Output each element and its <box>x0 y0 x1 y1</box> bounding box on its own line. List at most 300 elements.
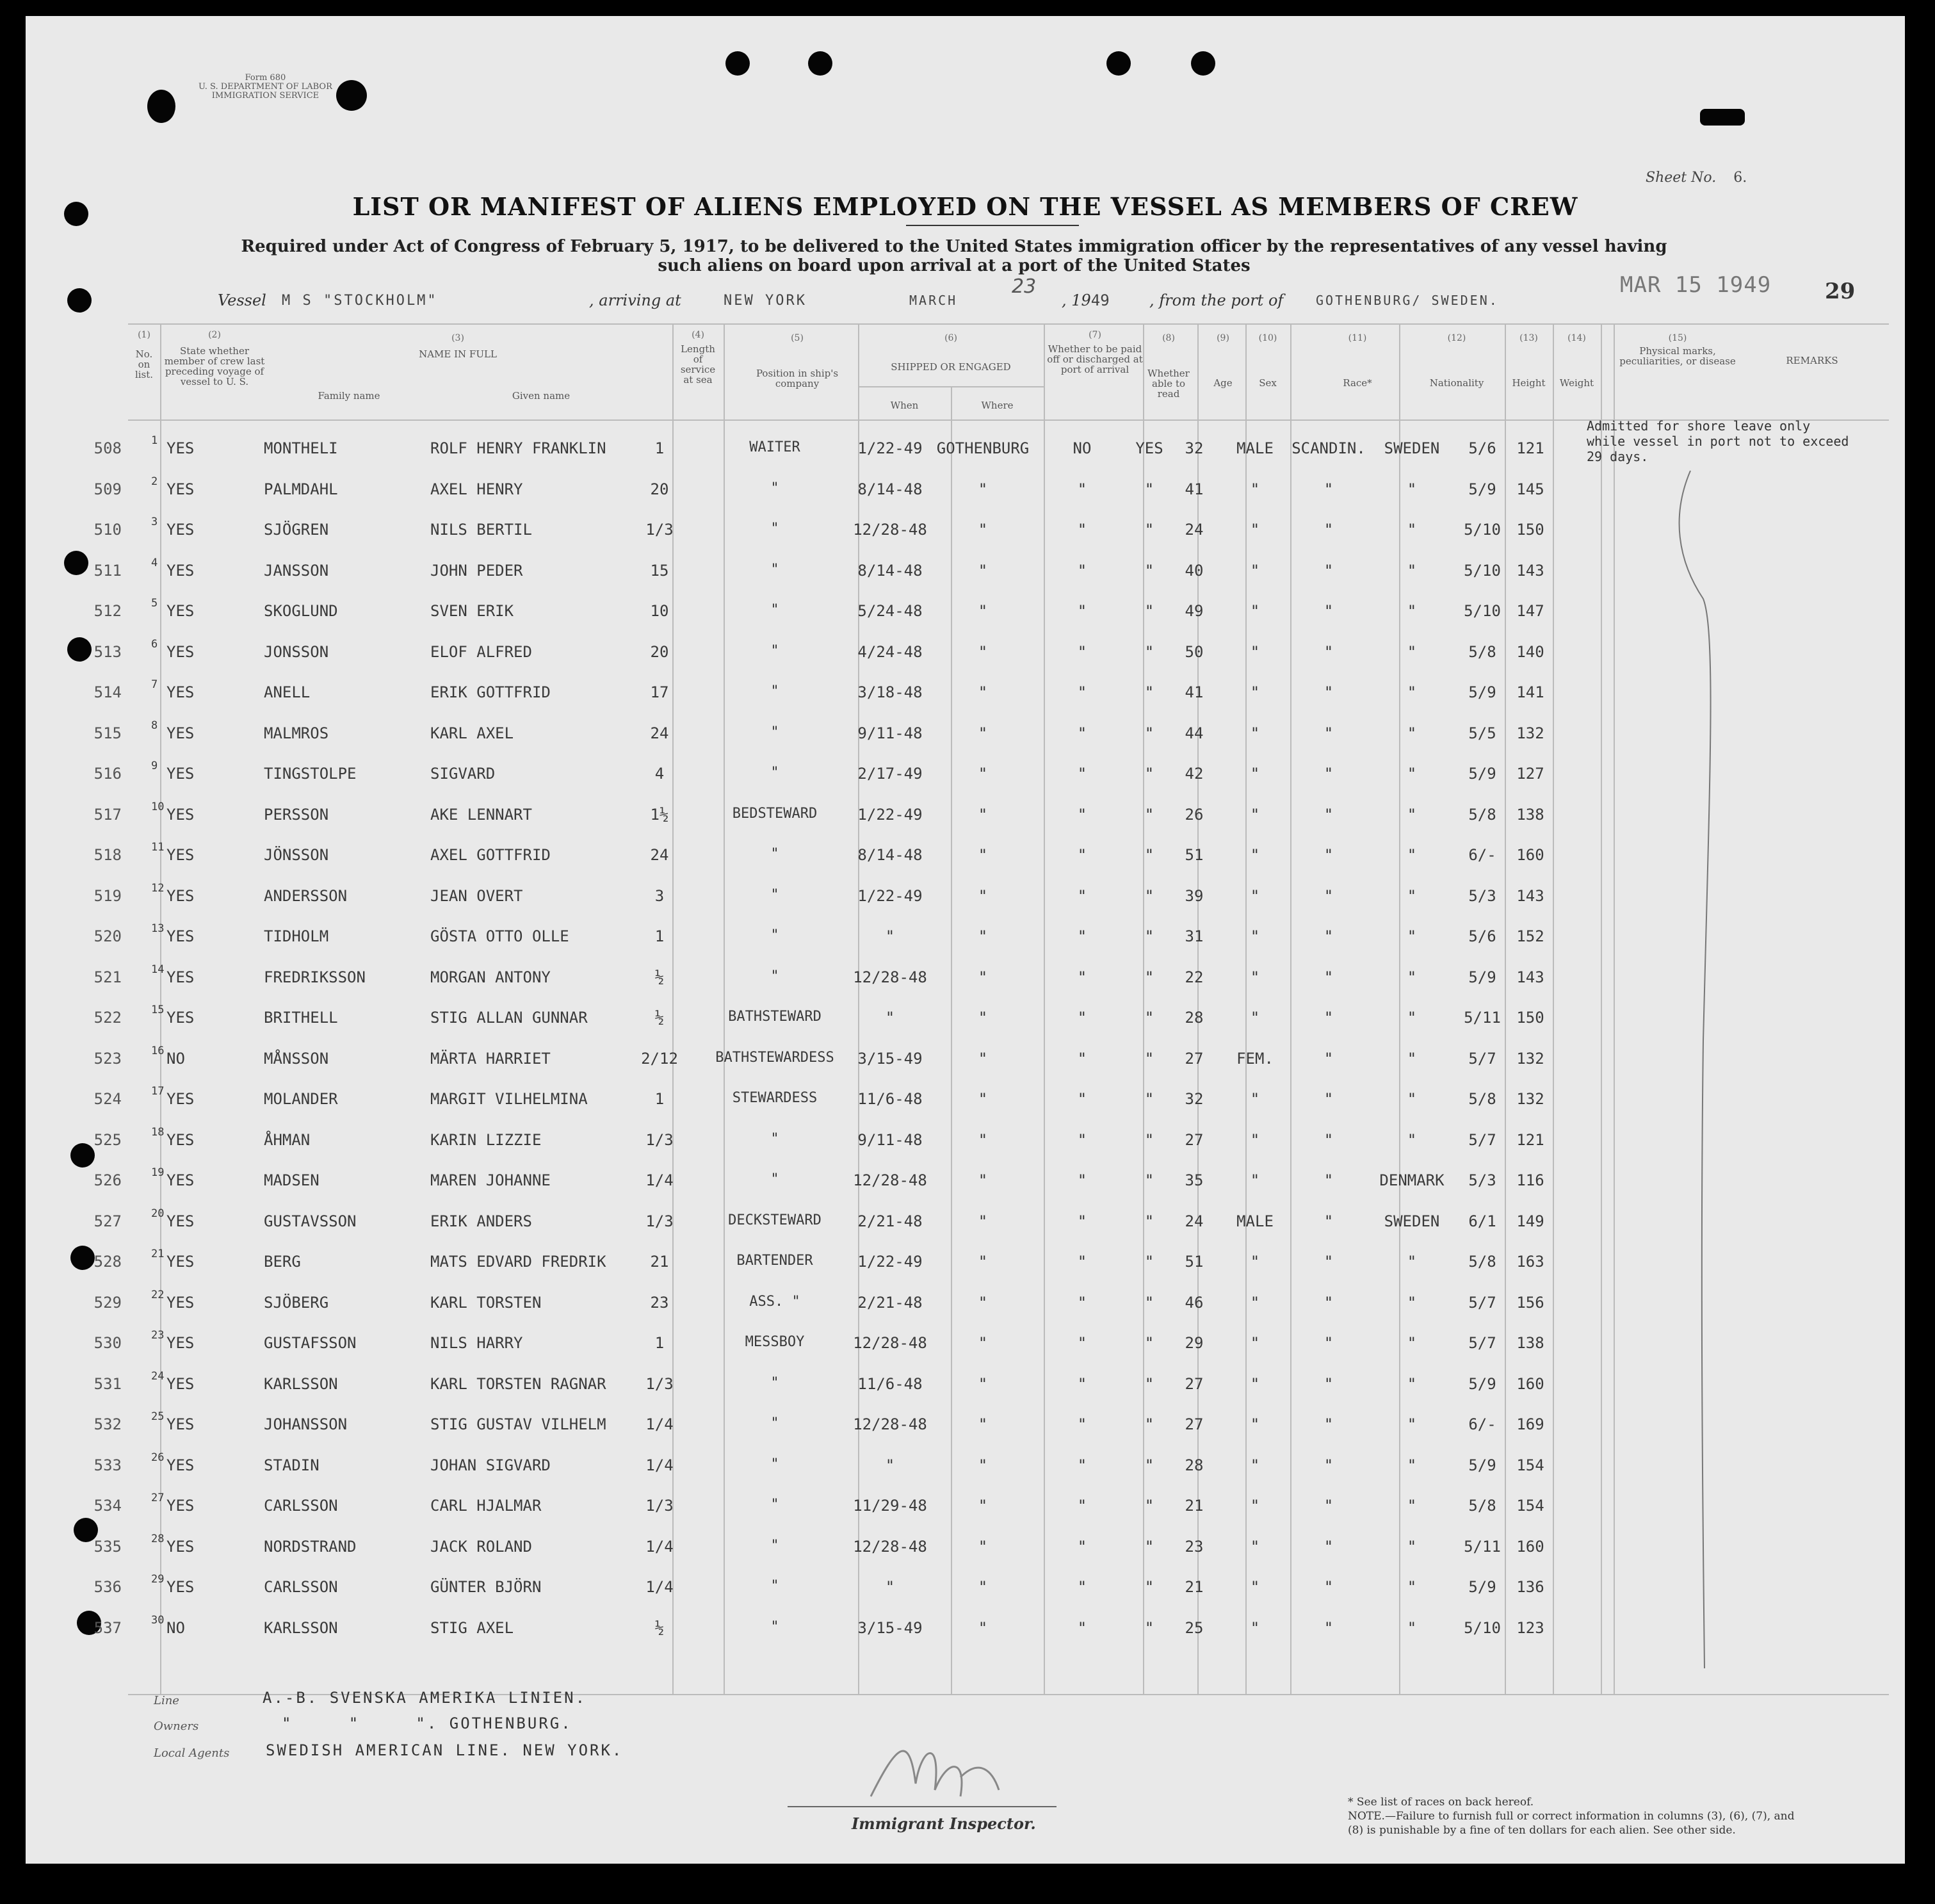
sheet-list-number: 522 <box>93 1009 122 1027</box>
weight: 145 <box>1516 480 1544 498</box>
paid-off: " <box>1077 1130 1087 1149</box>
service-length: 20 <box>650 480 669 498</box>
ship-position: STEWARDESS <box>732 1090 818 1106</box>
shipped-when: 1/22-49 <box>857 805 923 824</box>
arrival-day: 23 <box>1012 275 1037 298</box>
shipped-when: " <box>885 1009 895 1027</box>
table-row <box>26 592 1905 630</box>
age: 31 <box>1185 927 1204 945</box>
ship-position: " <box>770 1171 779 1187</box>
nationality: " <box>1407 480 1417 498</box>
nationality: " <box>1407 683 1417 701</box>
shipped-when: 12/28-48 <box>853 1171 927 1189</box>
given-name: CARL HJALMAR <box>430 1497 542 1515</box>
row-number: 1 <box>151 434 158 447</box>
sheet-list-number: 518 <box>93 846 122 864</box>
height: 5/10 <box>1464 602 1501 620</box>
given-name: MARGIT VILHELMINA <box>430 1090 588 1108</box>
sex: " <box>1250 1374 1260 1393</box>
sex: " <box>1250 1171 1260 1189</box>
age: 32 <box>1185 1090 1204 1108</box>
row-number: 12 <box>151 881 165 895</box>
family-name: MADSEN <box>264 1171 320 1189</box>
races-note: * See list of races on back hereof. <box>1348 1796 1534 1809</box>
paid-off: " <box>1077 683 1087 701</box>
race: " <box>1324 927 1334 945</box>
race: " <box>1324 521 1334 539</box>
family-name: FREDRIKSSON <box>264 968 366 986</box>
ship-position: " <box>770 1537 779 1554</box>
col-given-name: Given name <box>512 390 571 402</box>
row-number: 28 <box>151 1532 165 1545</box>
row-number: 19 <box>151 1166 165 1179</box>
sheet-list-number: 536 <box>93 1578 122 1596</box>
weight: 150 <box>1516 521 1544 539</box>
weight: 147 <box>1516 602 1544 620</box>
age: 32 <box>1185 439 1204 457</box>
row-number: 18 <box>151 1125 165 1139</box>
col-11-label: Race* <box>1343 377 1372 389</box>
row-number: 21 <box>151 1248 165 1260</box>
family-name: MÅNSSON <box>264 1049 329 1068</box>
paid-off: " <box>1077 561 1087 580</box>
race: " <box>1324 1171 1334 1189</box>
sex: " <box>1250 765 1260 783</box>
member-previous-voyage: NO <box>166 1049 185 1068</box>
age: 23 <box>1185 1537 1204 1556</box>
paid-off: " <box>1077 642 1087 661</box>
shipped-when: 2/21-48 <box>857 1212 923 1230</box>
ship-position: " <box>770 480 779 496</box>
family-name: MONTHELI <box>264 439 338 457</box>
row-number: 23 <box>151 1329 165 1342</box>
sheet-no-label: Sheet No. <box>1646 170 1717 186</box>
weight: 127 <box>1516 765 1544 783</box>
member-previous-voyage: YES <box>166 765 195 783</box>
nationality: " <box>1407 1334 1417 1352</box>
ship-position: " <box>770 1415 779 1431</box>
col-14-num: (14) <box>1567 333 1586 343</box>
shipped-where: " <box>978 1374 988 1393</box>
nationality: " <box>1407 1293 1417 1312</box>
sex: " <box>1250 1578 1260 1596</box>
weight: 169 <box>1516 1415 1544 1433</box>
shipped-where: " <box>978 927 988 945</box>
member-previous-voyage: YES <box>166 846 195 864</box>
able-to-read: " <box>1144 1293 1154 1312</box>
able-to-read: " <box>1144 1090 1154 1108</box>
member-previous-voyage: YES <box>166 1009 195 1027</box>
table-row <box>26 1609 1905 1647</box>
nationality: DENMARK <box>1379 1171 1445 1189</box>
weight: 143 <box>1516 968 1544 986</box>
race: " <box>1324 886 1334 905</box>
weight: 156 <box>1516 1293 1544 1312</box>
given-name: KARL TORSTEN <box>430 1293 542 1312</box>
manifest-sheet <box>26 16 1905 1864</box>
sex: " <box>1250 602 1260 620</box>
ship-position: " <box>770 1578 779 1594</box>
service-length: 10 <box>650 602 669 620</box>
height: 5/7 <box>1468 1130 1496 1149</box>
shipped-when: 4/24-48 <box>857 642 923 661</box>
weight: 121 <box>1516 1130 1544 1149</box>
given-name: KARIN LIZZIE <box>430 1130 542 1149</box>
col-8-num: (8) <box>1162 333 1175 343</box>
paid-off: " <box>1077 1578 1087 1596</box>
weight: 138 <box>1516 805 1544 824</box>
height: 5/9 <box>1468 480 1496 498</box>
height: 5/7 <box>1468 1293 1496 1312</box>
weight: 149 <box>1516 1212 1544 1230</box>
from-port: GOTHENBURG/ SWEDEN. <box>1316 293 1499 308</box>
able-to-read: " <box>1144 642 1154 661</box>
shipped-when: 12/28-48 <box>853 1415 927 1433</box>
shipped-when: 1/22-49 <box>857 439 923 457</box>
inspector-label: Immigrant Inspector. <box>852 1814 1036 1833</box>
service-length: 4 <box>654 765 665 783</box>
sex: MALE <box>1236 439 1274 457</box>
age: 22 <box>1185 968 1204 986</box>
col-where: Where <box>981 400 1014 411</box>
shipped-where: " <box>978 1293 988 1312</box>
service-length: ½ <box>654 1618 665 1637</box>
member-previous-voyage: YES <box>166 561 195 580</box>
shipped-when: " <box>885 1456 895 1474</box>
age: 35 <box>1185 1171 1204 1189</box>
race: " <box>1324 1090 1334 1108</box>
age: 27 <box>1185 1415 1204 1433</box>
age: 42 <box>1185 765 1204 783</box>
nationality: " <box>1407 846 1417 864</box>
paid-off: " <box>1077 1537 1087 1556</box>
table-row <box>26 673 1905 712</box>
given-name: ROLF HENRY FRANKLIN <box>430 439 606 457</box>
shipped-when: " <box>885 927 895 945</box>
race: " <box>1324 602 1334 620</box>
table-row <box>26 551 1905 590</box>
nationality: " <box>1407 765 1417 783</box>
given-name: ERIK ANDERS <box>430 1212 532 1230</box>
weight: 150 <box>1516 1009 1544 1027</box>
shipped-where: " <box>978 480 988 498</box>
member-previous-voyage: YES <box>166 1456 195 1474</box>
shipped-when: " <box>885 1578 895 1596</box>
race: " <box>1324 1212 1334 1230</box>
row-number: 3 <box>151 516 158 528</box>
sheet-no-value: 6. <box>1733 170 1747 186</box>
row-number: 10 <box>151 800 165 813</box>
crew-table-body <box>26 16 1905 1864</box>
page-subtitle: Required under Act of Congress of February 5, 1917, to be delivered to the United States immigration officer by the representatives of any vessel having such aliens on board upon arrival at a port of the United States <box>241 237 1667 275</box>
member-previous-voyage: YES <box>166 1253 195 1271</box>
table-row <box>26 754 1905 793</box>
able-to-read: " <box>1144 1130 1154 1149</box>
row-number: 7 <box>151 678 158 691</box>
family-name: SKOGLUND <box>264 602 338 620</box>
service-length: 1 <box>654 439 665 457</box>
sheet-list-number: 521 <box>93 968 122 986</box>
given-name: AKE LENNART <box>430 805 532 824</box>
table-row <box>26 1365 1905 1403</box>
sheet-list-number: 513 <box>93 642 122 661</box>
height: 5/10 <box>1464 1618 1501 1637</box>
given-name: JOHN PEDER <box>430 561 523 580</box>
paid-off: " <box>1077 1415 1087 1433</box>
service-length: 2/12 <box>641 1049 678 1068</box>
member-previous-voyage: YES <box>166 724 195 742</box>
height: 5/9 <box>1468 1374 1496 1393</box>
col-15-label: Physical marks, peculiarities, or disease <box>1619 345 1736 367</box>
sheet-list-number: 530 <box>93 1334 122 1352</box>
able-to-read: " <box>1144 968 1154 986</box>
given-name: KARL TORSTEN RAGNAR <box>430 1374 606 1393</box>
row-number: 22 <box>151 1288 165 1301</box>
shipped-where: " <box>978 1456 988 1474</box>
service-name: IMMIGRATION SERVICE <box>211 91 320 101</box>
sex: " <box>1250 1334 1260 1352</box>
paid-off: " <box>1077 724 1087 742</box>
table-row <box>26 510 1905 549</box>
paid-off: " <box>1077 1497 1087 1515</box>
inspector-signature <box>858 1720 1012 1816</box>
race: " <box>1324 683 1334 701</box>
sheet-list-number: 519 <box>93 886 122 905</box>
shipped-when: 12/28-48 <box>853 968 927 986</box>
paid-off: " <box>1077 1334 1087 1352</box>
able-to-read: " <box>1144 1049 1154 1068</box>
shipped-where: " <box>978 846 988 864</box>
age: 49 <box>1185 602 1204 620</box>
col-8-label: Whether able to read <box>1147 368 1190 400</box>
table-row <box>26 958 1905 997</box>
ship-position: " <box>770 886 779 903</box>
shipped-where: " <box>978 1009 988 1027</box>
able-to-read: " <box>1144 1456 1154 1474</box>
col-9-label: Age <box>1213 377 1233 389</box>
nationality: " <box>1407 927 1417 945</box>
col-6-label: SHIPPED OR ENGAGED <box>891 361 1011 373</box>
remarks-bracket-line <box>1665 464 1742 1681</box>
service-length: 17 <box>650 683 669 701</box>
age: 29 <box>1185 1334 1204 1352</box>
family-name: ÅHMAN <box>264 1130 311 1149</box>
able-to-read: " <box>1144 1171 1154 1189</box>
row-number: 8 <box>151 719 158 732</box>
row-number: 26 <box>151 1451 165 1464</box>
family-name: ANELL <box>264 683 311 701</box>
shipped-when: 8/14-48 <box>857 480 923 498</box>
height: 5/8 <box>1468 1253 1496 1271</box>
shipped-where: " <box>978 1497 988 1515</box>
sex: FEM. <box>1236 1049 1274 1068</box>
member-previous-voyage: YES <box>166 1334 195 1352</box>
given-name: AXEL GOTTFRID <box>430 846 551 864</box>
member-previous-voyage: YES <box>166 1578 195 1596</box>
ship-position: " <box>770 724 779 740</box>
col-12-label: Nationality <box>1429 377 1484 389</box>
sheet-list-number: 520 <box>93 927 122 945</box>
able-to-read: " <box>1144 724 1154 742</box>
race: " <box>1324 1618 1334 1637</box>
inspector-signature-line <box>788 1806 1057 1807</box>
paid-off: " <box>1077 1090 1087 1108</box>
able-to-read: " <box>1144 1578 1154 1596</box>
race: " <box>1324 1253 1334 1271</box>
family-name: NORDSTRAND <box>264 1537 357 1556</box>
service-length: ½ <box>654 1009 665 1027</box>
sex: " <box>1250 1253 1260 1271</box>
nationality: SWEDEN <box>1384 1212 1440 1230</box>
given-name: SVEN ERIK <box>430 602 514 620</box>
shipped-when: 11/6-48 <box>857 1090 923 1108</box>
shipped-when: 8/14-48 <box>857 846 923 864</box>
weight: 121 <box>1516 439 1544 457</box>
shipped-where: " <box>978 968 988 986</box>
ship-position: MESSBOY <box>745 1334 805 1350</box>
ship-position: " <box>770 1497 779 1513</box>
vessel-name: M S "STOCKHOLM" <box>282 293 438 309</box>
family-name: STADIN <box>264 1456 320 1474</box>
race: " <box>1324 1009 1334 1027</box>
shipped-where: " <box>978 1253 988 1271</box>
row-number: 15 <box>151 1004 165 1016</box>
weight: 140 <box>1516 642 1544 661</box>
given-name: GÖSTA OTTO OLLE <box>430 927 569 945</box>
sex: " <box>1250 480 1260 498</box>
paid-off: " <box>1077 805 1087 824</box>
shipped-where: " <box>978 805 988 824</box>
able-to-read: " <box>1144 1212 1154 1230</box>
col-remarks: REMARKS <box>1786 355 1838 366</box>
owners-label: Owners <box>154 1720 199 1733</box>
sex: " <box>1250 968 1260 986</box>
sheet-list-number: 532 <box>93 1415 122 1433</box>
sheet-list-number: 514 <box>93 683 122 701</box>
owners-value: " " ". GOTHENBURG. <box>282 1714 572 1732</box>
member-previous-voyage: YES <box>166 1212 195 1230</box>
height: 5/9 <box>1468 765 1496 783</box>
member-previous-voyage: NO <box>166 1618 185 1637</box>
weight: 152 <box>1516 927 1544 945</box>
height: 5/8 <box>1468 805 1496 824</box>
family-name: JOHANSSON <box>264 1415 348 1433</box>
age: 25 <box>1185 1618 1204 1637</box>
col-4-num: (4) <box>692 330 704 340</box>
nationality: " <box>1407 561 1417 580</box>
age: 21 <box>1185 1578 1204 1596</box>
service-length: 1/4 <box>645 1456 674 1474</box>
weight: 123 <box>1516 1618 1544 1637</box>
paid-off: " <box>1077 1049 1087 1068</box>
col-13-label: Height <box>1512 377 1546 389</box>
race: " <box>1324 1334 1334 1352</box>
member-previous-voyage: YES <box>166 1497 195 1515</box>
department-name: U. S. DEPARTMENT OF LABOR <box>198 82 332 92</box>
paid-off: " <box>1077 1293 1087 1312</box>
shipped-where: " <box>978 1212 988 1230</box>
sex: " <box>1250 561 1260 580</box>
height: 6/- <box>1468 846 1496 864</box>
col-13-num: (13) <box>1519 333 1538 343</box>
family-name: BRITHELL <box>264 1009 338 1027</box>
given-name: NILS HARRY <box>430 1334 523 1352</box>
given-name: JEAN OVERT <box>430 886 523 905</box>
weight: 132 <box>1516 1090 1544 1108</box>
paid-off: " <box>1077 1253 1087 1271</box>
paid-off: " <box>1077 968 1087 986</box>
able-to-read: " <box>1144 846 1154 864</box>
age: 51 <box>1185 1253 1204 1271</box>
shipped-when: 12/28-48 <box>853 1334 927 1352</box>
col-15-num: (15) <box>1668 333 1687 343</box>
shipped-where: " <box>978 602 988 620</box>
ship-position: " <box>770 1618 779 1635</box>
sheet-list-number: 517 <box>93 805 122 824</box>
year-suffix: 49 <box>1090 291 1110 309</box>
col-3-label: NAME IN FULL <box>419 348 497 360</box>
failure-note: NOTE.—Failure to furnish full or correct information in columns (3), (6), (7), and (8) is punishable by a fine of ten dollars for each alien. See other side. <box>1348 1810 1795 1837</box>
given-name: AXEL HENRY <box>430 480 523 498</box>
row-number: 9 <box>151 760 158 772</box>
height: 5/7 <box>1468 1049 1496 1068</box>
service-length: 1/4 <box>645 1578 674 1596</box>
shipped-where: " <box>978 1578 988 1596</box>
able-to-read: " <box>1144 1374 1154 1393</box>
sex: " <box>1250 1090 1260 1108</box>
paid-off: " <box>1077 1171 1087 1189</box>
height: 5/10 <box>1464 561 1501 580</box>
nationality: " <box>1407 1009 1417 1027</box>
nationality: " <box>1407 1374 1417 1393</box>
arriving-label-text: , arriving at <box>589 291 681 309</box>
race: " <box>1324 1537 1334 1556</box>
height: 6/- <box>1468 1415 1496 1433</box>
paid-off: NO <box>1073 439 1092 457</box>
family-name: CARLSSON <box>264 1578 338 1596</box>
sheet-list-number: 508 <box>93 439 122 457</box>
able-to-read: " <box>1144 927 1154 945</box>
given-name: MÄRTA HARRIET <box>430 1049 551 1068</box>
member-previous-voyage: YES <box>166 968 195 986</box>
col-7-num: (7) <box>1089 330 1101 340</box>
sheet-list-number: 535 <box>93 1537 122 1556</box>
nationality: " <box>1407 805 1417 824</box>
shipped-when: 1/22-49 <box>857 1253 923 1271</box>
table-row <box>26 1486 1905 1525</box>
given-name: KARL AXEL <box>430 724 514 742</box>
sheet-list-number: 516 <box>93 765 122 783</box>
member-previous-voyage: YES <box>166 886 195 905</box>
service-length: 1/3 <box>645 1497 674 1515</box>
service-length: 1½ <box>650 805 669 824</box>
nationality: " <box>1407 1537 1417 1556</box>
shipped-when: 3/15-49 <box>857 1618 923 1637</box>
ship-position: WAITER <box>749 439 800 455</box>
from-label-text: , from the port of <box>1149 291 1284 309</box>
member-previous-voyage: YES <box>166 1090 195 1108</box>
received-stamp-date: MAR 15 1949 <box>1620 272 1772 298</box>
weight: 141 <box>1516 683 1544 701</box>
age: 24 <box>1185 1212 1204 1230</box>
shipped-where: " <box>978 642 988 661</box>
row-number: 11 <box>151 841 165 854</box>
sex: " <box>1250 1618 1260 1637</box>
age: 21 <box>1185 1497 1204 1515</box>
row-number: 2 <box>151 475 158 488</box>
shipped-when: 2/21-48 <box>857 1293 923 1312</box>
age: 39 <box>1185 886 1204 905</box>
